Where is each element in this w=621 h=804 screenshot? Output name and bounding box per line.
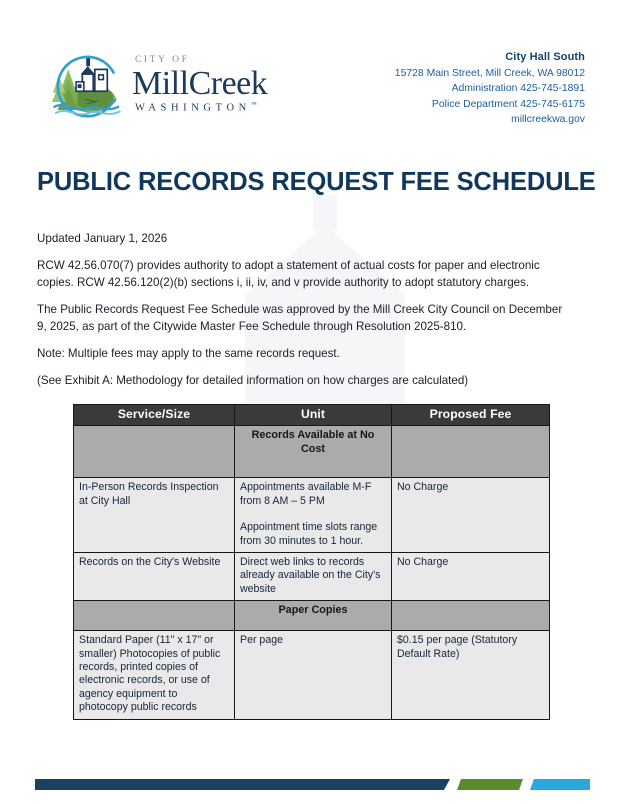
contact-administration: Administration 425-745-1891 xyxy=(451,83,585,94)
footer-bar-dark xyxy=(35,779,450,790)
table-row xyxy=(74,553,550,601)
logo-wordmark xyxy=(132,56,267,115)
logo-city-of-text: CITY OF xyxy=(135,54,190,65)
cell-service-website: Records on the City's Website xyxy=(74,553,235,601)
cell-unit-inperson xyxy=(235,478,392,553)
mill-creek-seal-icon xyxy=(48,46,126,124)
updated-date: Updated January 1, 2026 xyxy=(37,232,168,245)
contact-info xyxy=(395,50,585,128)
footer-bar-blue xyxy=(530,779,590,790)
contact-website[interactable]: millcreekwa.gov xyxy=(511,114,585,125)
city-logo xyxy=(48,46,267,124)
cell-service-inperson: In-Person Records Inspection at City Hall xyxy=(74,478,235,553)
fee-schedule-table xyxy=(73,404,550,720)
trademark-symbol: ™ xyxy=(250,102,257,109)
cell-unit-inperson-line1: Appointments available M-F from 8 AM – 5 PM xyxy=(240,481,372,507)
cell-spacer xyxy=(240,508,386,521)
section-label-paper-copies: Paper Copies xyxy=(235,601,392,631)
footer-bar-green xyxy=(457,779,523,790)
column-header-unit: Unit xyxy=(235,405,392,426)
contact-address: 15728 Main Street, Mill Creek, WA 98012 xyxy=(394,67,585,79)
table-row xyxy=(74,478,550,553)
column-header-service-size: Service/Size xyxy=(74,405,235,426)
section-blank-right xyxy=(392,601,550,631)
section-label-no-cost: Records Available at No Cost xyxy=(235,426,392,478)
column-header-proposed-fee: Proposed Fee xyxy=(392,405,550,426)
cell-fee-inperson: No Charge xyxy=(392,478,550,553)
paragraph-approval: The Public Records Request Fee Schedule was approved by the Mill Creek City Council on December 9, 2025, as part of the Citywide Master Fee Schedule through Resolution 2025-810. xyxy=(37,303,563,333)
section-blank-left xyxy=(74,426,235,478)
table-section-row xyxy=(74,426,550,478)
cell-service-standard-paper: Standard Paper (11" x 17" or smaller) Photocopies of public records, printed copies of electronic records, or use of agency equipment to photocopy public records xyxy=(74,631,235,719)
page-footer xyxy=(0,764,621,804)
contact-title: City Hall South xyxy=(505,51,585,63)
cell-unit-standard-paper: Per page xyxy=(235,631,392,719)
logo-state-text: WASHINGTON™ xyxy=(135,102,257,114)
paragraph-note: Note: Multiple fees may apply to the same records request. xyxy=(37,347,340,361)
table-row xyxy=(74,631,550,719)
table-section-row xyxy=(74,601,550,631)
cell-fee-standard-paper: $0.15 per page (Statutory Default Rate) xyxy=(392,631,550,719)
logo-city-name: MillCreek xyxy=(132,65,268,103)
section-blank-left xyxy=(74,601,235,631)
cell-fee-website: No Charge xyxy=(392,553,550,601)
intro-text xyxy=(37,231,563,390)
contact-police: Police Department 425-745-6175 xyxy=(431,98,585,110)
page-header xyxy=(0,46,621,138)
page-title: PUBLIC RECORDS REQUEST FEE SCHEDULE xyxy=(37,168,596,196)
cell-unit-inperson-line2: Appointment time slots range from 30 minutes to 1 hour. xyxy=(240,521,378,547)
paragraph-exhibit-reference: (See Exhibit A: Methodology for detailed information on how charges are calculated) xyxy=(37,374,469,388)
section-blank-right xyxy=(392,426,550,478)
paragraph-authority: RCW 42.56.070(7) provides authority to adopt a statement of actual costs for paper and electronic copies. RCW 42.56.120(2)(b) sections i, ii, iv, and v provide authority to adopt statutory charges. xyxy=(37,259,540,289)
cell-unit-website: Direct web links to records already available on the City's website xyxy=(235,553,392,601)
table-header-row xyxy=(74,405,550,426)
